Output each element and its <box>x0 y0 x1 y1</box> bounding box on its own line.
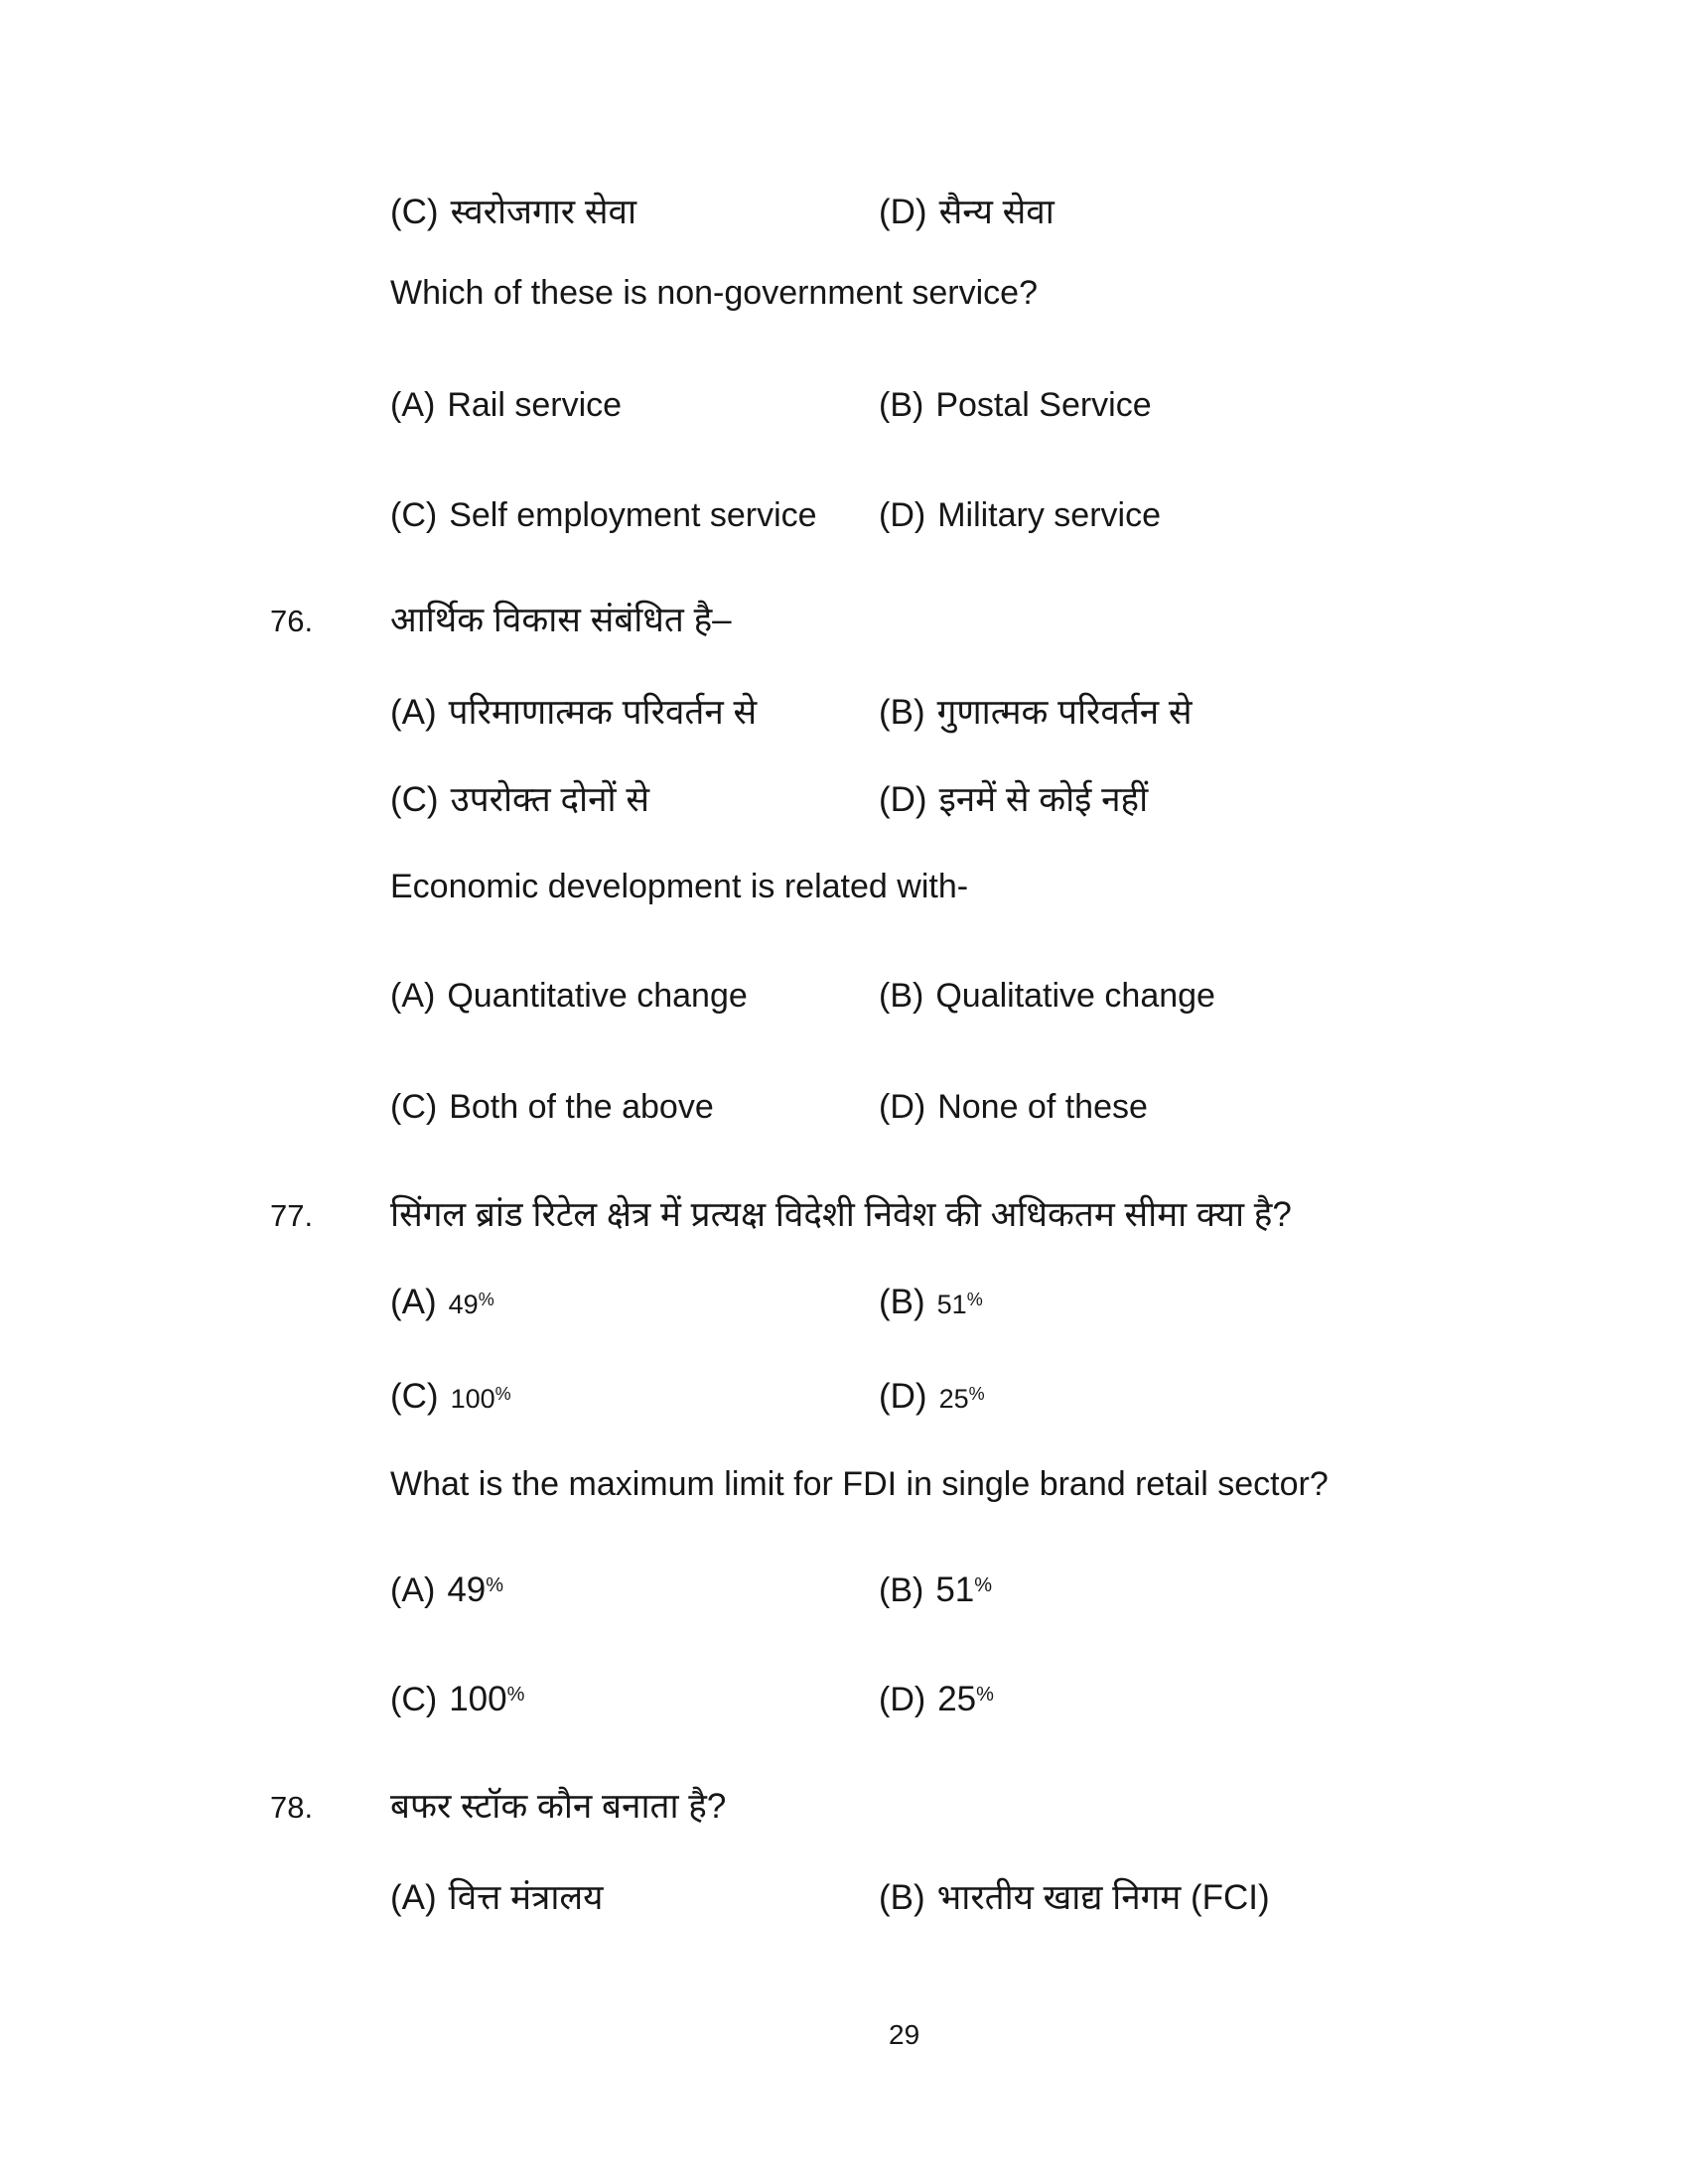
question-q76-hindi <box>390 598 732 643</box>
option-q76-b-hindi <box>879 690 1193 736</box>
option-label: (A) <box>390 977 436 1015</box>
option-value: 25 <box>937 1680 977 1718</box>
option-value: 49 <box>447 1570 487 1609</box>
question-q78-hindi <box>390 1784 726 1830</box>
option-q77-b-english <box>879 1568 992 1613</box>
option-q77-a-english <box>390 1568 503 1613</box>
option-q77-a-hindi <box>390 1280 494 1325</box>
option-q78-a-hindi <box>390 1875 603 1921</box>
option-label: (D) <box>879 496 926 534</box>
option-q77-d-english <box>879 1677 994 1722</box>
option-label: (D) <box>879 780 927 819</box>
option-text: भारतीय खाद्य निगम (FCI) <box>936 1878 1270 1917</box>
option-q75-c-english <box>390 493 817 537</box>
option-label: (B) <box>879 977 924 1015</box>
question-text: What is the maximum limit for FDI in single brand retail sector? <box>390 1465 1329 1503</box>
option-text: Self employment service <box>449 496 817 534</box>
option-value: 100 <box>449 1680 507 1718</box>
option-label: (B) <box>879 1283 925 1321</box>
option-q76-c-english <box>390 1085 714 1129</box>
option-q75-b-english <box>879 383 1152 427</box>
option-q78-b-hindi <box>879 1875 1270 1921</box>
question-number-76 <box>270 602 313 641</box>
option-text: Postal Service <box>935 386 1152 424</box>
question-q77-hindi <box>390 1192 1292 1238</box>
percent-sign: % <box>494 1384 511 1404</box>
option-label: (A) <box>390 386 436 424</box>
percent-sign: % <box>976 1684 994 1706</box>
option-label: (C) <box>390 780 439 819</box>
page-number-text: 29 <box>889 2019 920 2050</box>
option-value: 25 <box>938 1384 969 1414</box>
option-text: Quantitative change <box>447 977 748 1015</box>
page-number <box>889 2017 919 2053</box>
question-number-text: 76. <box>270 604 314 638</box>
option-value: 100 <box>450 1384 495 1414</box>
option-q77-c-hindi <box>390 1374 511 1420</box>
question-text: आर्थिक विकास संबंधित है– <box>390 601 732 639</box>
option-label: (D) <box>879 193 927 231</box>
option-text: Qualitative change <box>935 977 1215 1015</box>
option-q76-b-english <box>879 974 1215 1018</box>
percent-sign: % <box>968 1384 985 1404</box>
option-q76-c-hindi <box>390 777 649 823</box>
question-text: Which of these is non-government service? <box>390 274 1038 312</box>
option-q76-a-hindi <box>390 690 757 736</box>
option-q75-a-english <box>390 383 622 427</box>
option-label: (C) <box>390 1681 438 1718</box>
option-label: (B) <box>879 1878 925 1917</box>
option-label: (A) <box>390 693 437 732</box>
option-value: 49 <box>448 1290 479 1319</box>
question-number-78 <box>270 1788 313 1828</box>
option-label: (D) <box>879 1377 927 1416</box>
option-label: (C) <box>390 193 439 231</box>
percent-sign: % <box>974 1574 993 1596</box>
option-label: (D) <box>879 1681 926 1718</box>
option-q75-c-hindi <box>390 190 636 235</box>
question-q77-english <box>390 1462 1329 1506</box>
percent-sign: % <box>478 1290 494 1309</box>
question-q75-english <box>390 271 1038 315</box>
option-label: (C) <box>390 496 438 534</box>
option-text: None of these <box>937 1088 1148 1126</box>
option-text: परिमाणात्मक परिवर्तन से <box>448 693 758 732</box>
percent-sign: % <box>966 1290 983 1309</box>
option-label: (B) <box>879 386 924 424</box>
question-number-77 <box>270 1196 313 1236</box>
option-label: (B) <box>879 1571 924 1609</box>
option-text: उपरोक्त दोनों से <box>450 780 649 819</box>
option-label: (A) <box>390 1283 437 1321</box>
option-text: वित्त मंत्रालय <box>448 1878 604 1917</box>
option-label: (D) <box>879 1088 926 1126</box>
option-text: Military service <box>937 496 1162 534</box>
option-label: (A) <box>390 1571 436 1609</box>
question-number-text: 77. <box>270 1198 314 1233</box>
option-value: 51 <box>936 1290 967 1319</box>
option-q77-d-hindi <box>879 1374 985 1420</box>
option-text: स्वरोजगार सेवा <box>450 193 637 231</box>
option-label: (C) <box>390 1377 439 1416</box>
question-q76-english <box>390 865 968 908</box>
option-text: Both of the above <box>449 1088 714 1126</box>
question-text: सिंगल ब्रांड रिटेल क्षेत्र में प्रत्यक्ष विदेशी निवेश की अधिकतम सीमा क्या है? <box>390 1195 1292 1234</box>
option-q75-d-hindi <box>879 190 1055 235</box>
option-label: (A) <box>390 1878 437 1917</box>
option-q76-a-english <box>390 974 748 1018</box>
option-text: Rail service <box>447 386 623 424</box>
option-q75-d-english <box>879 493 1161 537</box>
option-text: गुणात्मक परिवर्तन से <box>936 693 1193 732</box>
question-number-text: 78. <box>270 1790 314 1825</box>
option-label: (B) <box>879 693 925 732</box>
option-q77-b-hindi <box>879 1280 983 1325</box>
option-text: सैन्य सेवा <box>938 193 1055 231</box>
percent-sign: % <box>506 1684 525 1706</box>
percent-sign: % <box>486 1574 504 1596</box>
option-q77-c-english <box>390 1677 524 1722</box>
option-text: इनमें से कोई नहीं <box>938 780 1149 819</box>
option-label: (C) <box>390 1088 438 1126</box>
question-text: बफर स्टॉक कौन बनाता है? <box>390 1787 727 1826</box>
option-q76-d-hindi <box>879 777 1148 823</box>
question-text: Economic development is related with- <box>390 868 969 905</box>
option-value: 51 <box>935 1570 975 1609</box>
option-q76-d-english <box>879 1085 1148 1129</box>
